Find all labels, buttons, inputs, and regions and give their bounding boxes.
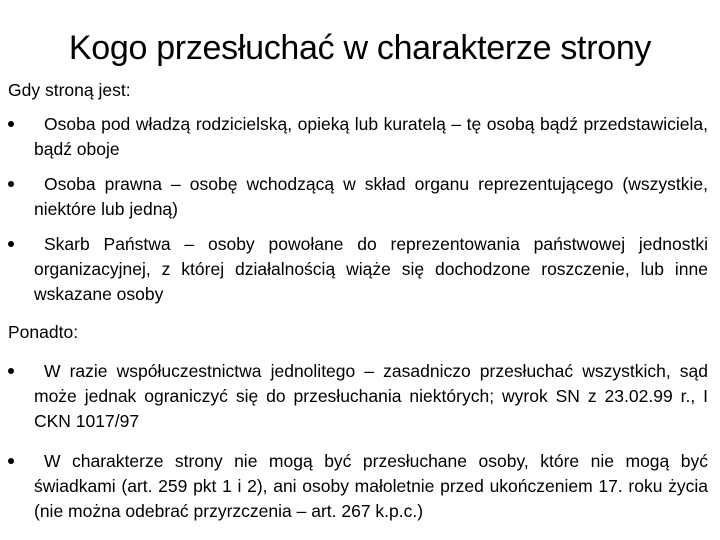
bullet-icon: [8, 458, 14, 464]
section-label-gdy-strona: Gdy stroną jest:: [8, 80, 131, 100]
bullet-icon: [8, 121, 14, 127]
bullet-list-parties: [8, 112, 708, 307]
list-item-text: Osoba pod władzą rodzicielską, opieką lub kuratelą – tę osobą bądź przedstawiciela, bądź oboje: [34, 114, 708, 159]
list-item-text: Osoba prawna – osobę wchodzącą w skład organu reprezentującego (wszystkie, niektóre lub jedną): [34, 174, 708, 219]
list-item: [8, 172, 708, 222]
list-item-text: W razie współuczestnictwa jednolitego – zasadniczo przesłuchać wszystkich, sąd może jednak ograniczyć się do przesłuchania niektórych; wyrok SN z 23.02.99 r., I CKN 1017/97: [34, 361, 708, 431]
bullet-icon: [8, 241, 14, 247]
bullet-icon: [8, 181, 14, 187]
slide-title: Kogo przesłuchać w charakterze strony: [68, 29, 652, 67]
list-item-text: W charakterze strony nie mogą być przesłuchane osoby, które nie mogą być świadkami (art. 259 pkt 1 i 2), ani osoby małoletnie przed ukończeniem 17. roku życia (nie można odebrać przyrzczenia – art. 267 k.p.c.): [34, 451, 708, 521]
list-item-text: Skarb Państwa – osoby powołane do reprezentowania państwowej jednostki organizacyjnej, z której działalnością wiąże się dochodzone roszczenie, lub inne wskazane osoby: [34, 234, 708, 304]
bullet-icon: [8, 368, 14, 374]
bullet-list-additional: [8, 359, 708, 524]
list-item: [8, 449, 708, 524]
list-item: [8, 232, 708, 307]
list-item: [8, 112, 708, 162]
section-label-ponadto: Ponadto:: [8, 322, 79, 342]
slide-body: [8, 76, 708, 524]
list-item: [8, 359, 708, 434]
